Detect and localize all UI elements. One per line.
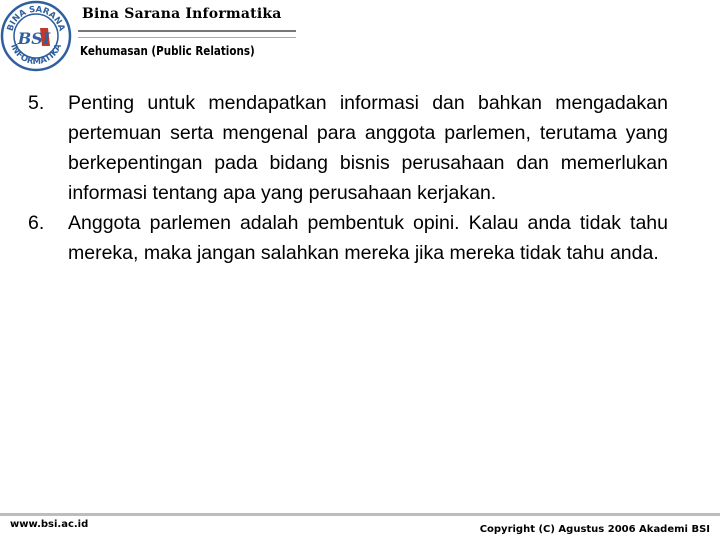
list-text: Penting untuk mendapatkan informasi dan bahkan mengadakan pertemuan serta mengenal para anggota parlemen, terutama yang berkepentingan pada bidang bisnis perusahaan dan memerlukan informasi tentang apa yang perusahaan kerjakan.: [68, 92, 668, 204]
list-number: 6.: [28, 212, 45, 234]
footer-copyright: Copyright (C) Agustus 2006 Akademi BSI: [479, 524, 710, 535]
list-item: [28, 208, 668, 268]
header-divider-thin: [78, 37, 296, 38]
logo-center-text: BSI: [17, 29, 51, 48]
list-text: Anggota parlemen adalah pembentuk opini. Kalau anda tidak tahu mereka, maka jangan salahkan mereka jika mereka tidak tahu anda.: [68, 212, 668, 264]
department-subtitle: Kehumasan (Public Relations): [80, 43, 255, 58]
header-divider: [78, 30, 296, 32]
logo-top-text: BINA SARANA: [5, 4, 67, 33]
logo-bottom-text: INFORMATIKA: [8, 42, 64, 68]
list-number: 5.: [28, 92, 45, 114]
content-list: [28, 88, 668, 268]
list-item: [28, 88, 668, 208]
footer-divider: [0, 513, 720, 516]
brand-title: Bina Sarana Informatika: [82, 6, 282, 22]
footer-url[interactable]: www.bsi.ac.id: [10, 519, 89, 530]
bsi-logo: [0, 0, 72, 72]
